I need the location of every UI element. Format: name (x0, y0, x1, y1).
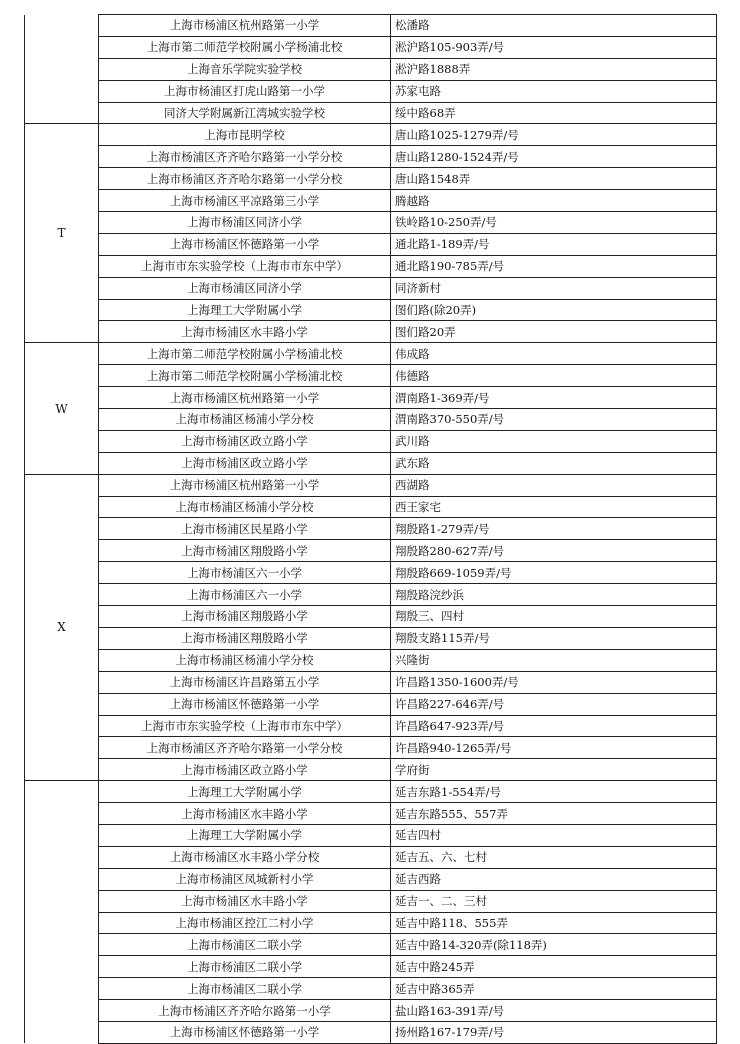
street-address-cell: 通北路1-189弄/号 (391, 233, 717, 255)
school-name-cell: 上海市杨浦区六一小学 (99, 584, 391, 606)
school-name-cell: 上海市杨浦区怀德路第一小学 (99, 693, 391, 715)
street-address-cell: 伟德路 (391, 365, 717, 387)
table-row (25, 277, 717, 299)
school-name-cell: 上海市杨浦区打虎山路第一小学 (99, 80, 391, 102)
street-address-cell: 延吉东路555、557弄 (391, 803, 717, 825)
table-row (25, 365, 717, 387)
school-name-cell: 上海市杨浦区平凉路第三小学 (99, 190, 391, 212)
school-name-cell: 上海市杨浦区杨浦小学分校 (99, 409, 391, 431)
street-address-cell: 铁岭路10-250弄/号 (391, 212, 717, 234)
table-row (25, 1000, 717, 1022)
street-address-cell: 翔殷路浣纱浜 (391, 584, 717, 606)
street-address-cell: 淞沪路1888弄 (391, 58, 717, 80)
table-row (25, 430, 717, 452)
school-name-cell: 上海市第二师范学校附属小学杨浦北校 (99, 365, 391, 387)
school-name-cell: 上海市杨浦区民星路小学 (99, 518, 391, 540)
table-row (25, 934, 717, 956)
table-row (25, 868, 717, 890)
street-address-cell: 渭南路370-550弄/号 (391, 409, 717, 431)
table-row (25, 102, 717, 124)
table-row (25, 627, 717, 649)
table-row (25, 80, 717, 102)
school-name-cell: 上海市杨浦区怀德路第一小学 (99, 1021, 391, 1043)
table-row (25, 321, 717, 343)
street-address-cell: 延吉中路14-320弄(除118弄) (391, 934, 717, 956)
street-address-cell: 翔殷支路115弄/号 (391, 627, 717, 649)
table-row (25, 190, 717, 212)
school-name-cell: 上海市杨浦区水丰路小学 (99, 890, 391, 912)
street-address-cell: 延吉中路365弄 (391, 978, 717, 1000)
table-row (25, 803, 717, 825)
school-name-cell: 上海市杨浦区水丰路小学 (99, 803, 391, 825)
street-address-cell: 盐山路163-391弄/号 (391, 1000, 717, 1022)
school-name-cell: 上海理工大学附属小学 (99, 824, 391, 846)
table-row (25, 978, 717, 1000)
street-address-cell: 延吉东路1-554弄/号 (391, 781, 717, 803)
street-address-cell: 许昌路227-646弄/号 (391, 693, 717, 715)
school-name-cell: 上海市杨浦区杭州路第一小学 (99, 387, 391, 409)
school-name-cell: 上海市杨浦区政立路小学 (99, 430, 391, 452)
street-address-cell: 渭南路1-369弄/号 (391, 387, 717, 409)
table-row (25, 233, 717, 255)
street-address-cell: 学府街 (391, 759, 717, 781)
school-name-cell: 上海市市东实验学校（上海市市东中学） (99, 255, 391, 277)
table-row (25, 299, 717, 321)
street-address-cell: 唐山路1548弄 (391, 168, 717, 190)
table-row (25, 890, 717, 912)
table-row (25, 693, 717, 715)
school-name-cell: 上海市杨浦区六一小学 (99, 562, 391, 584)
initial-letter-cell: W (25, 343, 99, 474)
school-name-cell: 上海市杨浦区齐齐哈尔路第一小学分校 (99, 146, 391, 168)
school-name-cell: 上海市杨浦区政立路小学 (99, 759, 391, 781)
school-name-cell: 上海市杨浦区齐齐哈尔路第一小学 (99, 1000, 391, 1022)
school-name-cell: 上海市杨浦区同济小学 (99, 212, 391, 234)
school-name-cell: 上海市杨浦区翔殷路小学 (99, 540, 391, 562)
street-address-cell: 延吉中路245弄 (391, 956, 717, 978)
table-row (25, 606, 717, 628)
table-row (25, 540, 717, 562)
table-body (25, 15, 717, 1044)
school-name-cell: 上海市昆明学校 (99, 124, 391, 146)
school-name-cell: 上海市杨浦区政立路小学 (99, 452, 391, 474)
street-address-cell: 唐山路1280-1524弄/号 (391, 146, 717, 168)
street-address-cell: 淞沪路105-903弄/号 (391, 36, 717, 58)
table-row (25, 1021, 717, 1043)
table-row (25, 956, 717, 978)
street-address-cell: 图们路(除20弄) (391, 299, 717, 321)
table-row (25, 36, 717, 58)
school-name-cell: 上海市杨浦区控江二村小学 (99, 912, 391, 934)
street-address-cell: 翔殷路669-1059弄/号 (391, 562, 717, 584)
street-address-cell: 许昌路1350-1600弄/号 (391, 671, 717, 693)
street-address-cell: 西湖路 (391, 474, 717, 496)
school-name-cell: 上海市杨浦区翔殷路小学 (99, 627, 391, 649)
school-name-cell: 上海理工大学附属小学 (99, 299, 391, 321)
school-name-cell: 上海市市东实验学校（上海市市东中学） (99, 715, 391, 737)
street-address-cell: 延吉西路 (391, 868, 717, 890)
school-name-cell: 同济大学附属新江湾城实验学校 (99, 102, 391, 124)
school-name-cell: 上海市第二师范学校附属小学杨浦北校 (99, 36, 391, 58)
street-address-cell: 延吉四村 (391, 824, 717, 846)
street-address-cell: 苏家屯路 (391, 80, 717, 102)
street-address-cell: 许昌路647-923弄/号 (391, 715, 717, 737)
table-row (25, 452, 717, 474)
school-name-cell: 上海音乐学院实验学校 (99, 58, 391, 80)
street-address-cell: 绥中路68弄 (391, 102, 717, 124)
table-row (25, 212, 717, 234)
street-address-cell: 翔殷三、四村 (391, 606, 717, 628)
school-name-cell: 上海市杨浦区杨浦小学分校 (99, 496, 391, 518)
school-name-cell: 上海市杨浦区齐齐哈尔路第一小学分校 (99, 737, 391, 759)
street-address-cell: 兴隆街 (391, 649, 717, 671)
street-address-cell: 许昌路940-1265弄/号 (391, 737, 717, 759)
initial-letter-cell (25, 15, 99, 124)
table-row (25, 584, 717, 606)
street-address-cell: 武川路 (391, 430, 717, 452)
street-address-cell: 通北路190-785弄/号 (391, 255, 717, 277)
school-name-cell: 上海市杨浦区二联小学 (99, 934, 391, 956)
table-row (25, 781, 717, 803)
street-address-cell: 武东路 (391, 452, 717, 474)
school-name-cell: 上海市杨浦区杭州路第一小学 (99, 474, 391, 496)
initial-letter-cell (25, 781, 99, 1044)
street-address-cell: 延吉中路118、555弄 (391, 912, 717, 934)
school-name-cell: 上海市杨浦区同济小学 (99, 277, 391, 299)
table-row (25, 343, 717, 365)
street-address-cell: 松潘路 (391, 15, 717, 37)
school-name-cell: 上海市第二师范学校附属小学杨浦北校 (99, 343, 391, 365)
street-address-cell: 延吉一、二、三村 (391, 890, 717, 912)
table-row (25, 759, 717, 781)
table-row (25, 15, 717, 37)
street-address-cell: 图们路20弄 (391, 321, 717, 343)
table-row (25, 255, 717, 277)
table-row (25, 715, 717, 737)
school-name-cell: 上海市杨浦区凤城新村小学 (99, 868, 391, 890)
table-row (25, 496, 717, 518)
school-name-cell: 上海市杨浦区二联小学 (99, 978, 391, 1000)
school-name-cell: 上海市杨浦区翔殷路小学 (99, 606, 391, 628)
table-row (25, 124, 717, 146)
street-address-cell: 翔殷路280-627弄/号 (391, 540, 717, 562)
school-district-table (24, 14, 717, 1044)
street-address-cell: 腾越路 (391, 190, 717, 212)
street-address-cell: 唐山路1025-1279弄/号 (391, 124, 717, 146)
school-name-cell: 上海市杨浦区杭州路第一小学 (99, 15, 391, 37)
school-name-cell: 上海市杨浦区怀德路第一小学 (99, 233, 391, 255)
initial-letter-cell: T (25, 124, 99, 343)
street-address-cell: 同济新村 (391, 277, 717, 299)
street-address-cell: 西王家宅 (391, 496, 717, 518)
table-row (25, 562, 717, 584)
street-address-cell: 延吉五、六、七村 (391, 846, 717, 868)
street-address-cell: 伟成路 (391, 343, 717, 365)
school-name-cell: 上海市杨浦区水丰路小学 (99, 321, 391, 343)
initial-letter-cell: X (25, 474, 99, 780)
school-name-cell: 上海市杨浦区齐齐哈尔路第一小学分校 (99, 168, 391, 190)
school-name-cell: 上海市杨浦区杨浦小学分校 (99, 649, 391, 671)
street-address-cell: 翔殷路1-279弄/号 (391, 518, 717, 540)
school-name-cell: 上海市杨浦区二联小学 (99, 956, 391, 978)
street-address-cell: 扬州路167-179弄/号 (391, 1021, 717, 1043)
table-row (25, 649, 717, 671)
school-name-cell: 上海市杨浦区水丰路小学分校 (99, 846, 391, 868)
school-name-cell: 上海市杨浦区许昌路第五小学 (99, 671, 391, 693)
table-row (25, 387, 717, 409)
table-row (25, 409, 717, 431)
table-row (25, 168, 717, 190)
table-row (25, 912, 717, 934)
table-row (25, 474, 717, 496)
school-name-cell: 上海理工大学附属小学 (99, 781, 391, 803)
table-row (25, 518, 717, 540)
table-row (25, 737, 717, 759)
table-row (25, 846, 717, 868)
table-row (25, 824, 717, 846)
table-row (25, 146, 717, 168)
table-row (25, 671, 717, 693)
table-row (25, 58, 717, 80)
